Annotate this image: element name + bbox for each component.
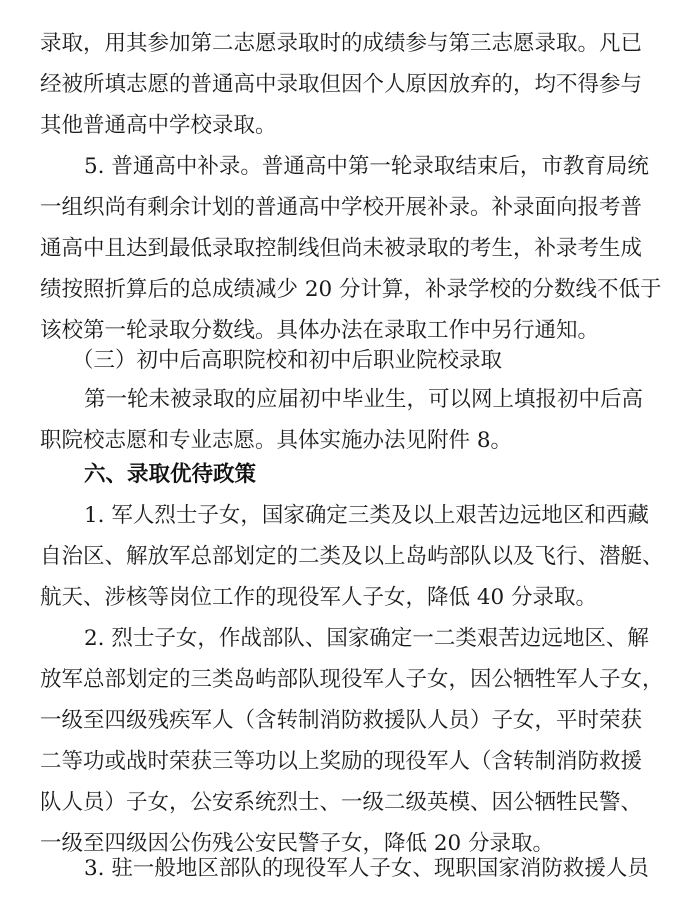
paragraph-line: 二等功或战时荣获三等功以上奖励的现役军人（含转制消防救援 <box>40 749 643 774</box>
paragraph-line: 一级至四级因公伤残公安民警子女，降低 20 分录取。 <box>40 831 555 856</box>
paragraph-line: 放军总部划定的三类岛屿部队现役军人子女，因公牺牲军人子女， <box>40 667 664 692</box>
section-heading: 六、录取优待政策 <box>84 462 257 487</box>
paragraph-line: 该校第一轮录取分数线。具体办法在录取工作中另行通知。 <box>40 318 600 343</box>
paragraph-line: 经被所填志愿的普通高中录取但因个人原因放弃的，均不得参与 <box>40 72 643 97</box>
paragraph-line: 航天、涉核等岗位工作的现役军人子女，降低 40 分录取。 <box>40 585 598 610</box>
paragraph-line: 一组织尚有剩余计划的普通高中学校开展补录。补录面向报考普 <box>40 195 643 220</box>
paragraph-line: 第一轮未被录取的应届初中毕业生，可以网上填报初中后高 <box>84 387 644 412</box>
paragraph-line: 一级至四级残疾军人（含转制消防救援队人员）子女，平时荣获 <box>40 708 643 733</box>
paragraph-line: 通高中且达到最低录取控制线但尚未被录取的考生，补录考生成 <box>40 236 643 261</box>
section-subheading: （三）初中后高职院校和初中后职业院校录取 <box>72 348 503 373</box>
paragraph-line: 录取，用其参加第二志愿录取时的成绩参与第三志愿录取。凡已 <box>40 31 643 56</box>
paragraph-line: 1. 军人烈士子女，国家确定三类及以上艰苦边远地区和西藏 <box>84 503 649 528</box>
paragraph-line: 2. 烈士子女，作战部队、国家确定一二类艰苦边远地区、解 <box>84 626 649 651</box>
paragraph-line: 其他普通高中学校录取。 <box>40 113 277 138</box>
paragraph-line: 队人员）子女，公安系统烈士、一级二级英模、因公牺牲民警、 <box>40 790 643 815</box>
paragraph-line: 自治区、解放军总部划定的二类及以上岛屿部队以及飞行、潜艇、 <box>40 544 664 569</box>
paragraph-line: 绩按照折算后的总成绩减少 20 分计算，补录学校的分数线不低于 <box>40 277 662 302</box>
paragraph-line: 职院校志愿和专业志愿。具体实施办法见附件 8。 <box>40 428 513 453</box>
paragraph-line: 3. 驻一般地区部队的现役军人子女、现职国家消防救援人员 <box>84 856 649 881</box>
paragraph-line: 5. 普通高中补录。普通高中第一轮录取结束后，市教育局统 <box>84 154 649 179</box>
